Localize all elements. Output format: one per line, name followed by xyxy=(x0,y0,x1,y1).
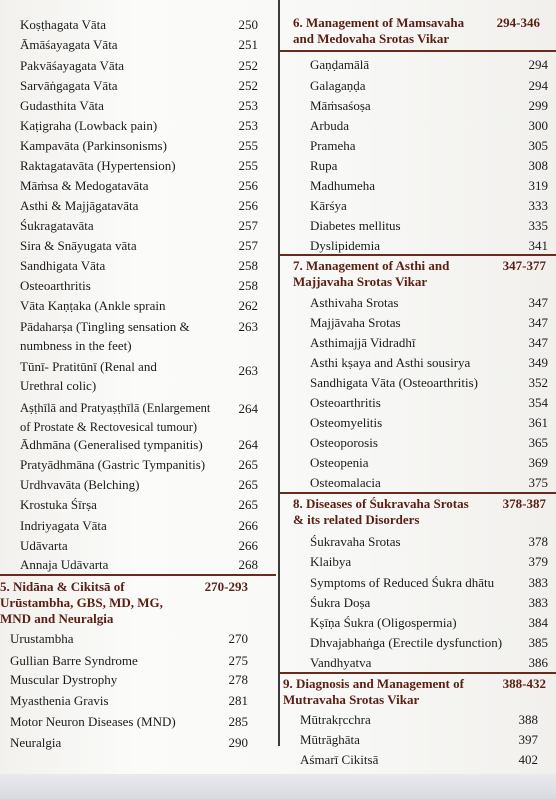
entry-title: Śukra Doṣa xyxy=(310,595,371,610)
entry-page: 258 xyxy=(238,258,258,273)
toc-entry[interactable] xyxy=(20,357,258,395)
entry-title: Asthi & Majjāgatavāta xyxy=(20,198,139,213)
entry-title: Asthivaha Srotas xyxy=(310,295,399,310)
entry-page: 256 xyxy=(238,178,258,193)
entry-page: 281 xyxy=(228,693,248,708)
entry-page: 397 xyxy=(518,732,538,747)
entry-page: 379 xyxy=(528,554,548,569)
entry-title: Koṣṭhagata Vāta xyxy=(20,17,107,32)
entry-title: Muscular Dystrophy xyxy=(10,672,118,687)
entry-page: 256 xyxy=(238,198,258,213)
entry-page: 255 xyxy=(238,158,258,173)
toc-entry[interactable] xyxy=(20,317,258,355)
entry-page: 354 xyxy=(528,395,548,410)
entry-page: 285 xyxy=(228,714,248,729)
section-title: 6. Management of Mamsavaha and Medovaha Srotas Vikar xyxy=(293,15,465,46)
entry-page: 347 xyxy=(528,335,548,350)
entry-page: 251 xyxy=(238,37,258,52)
entry-page: 270 xyxy=(228,631,248,646)
entry-title: Symptoms of Reduced Śukra dhātu xyxy=(310,575,495,590)
entry-page: 383 xyxy=(528,575,548,590)
entry-title: Vandhyatva xyxy=(310,655,372,670)
section-heading-9[interactable] xyxy=(283,676,546,710)
entry-title: Māṁsa & Medogatavāta xyxy=(20,178,149,193)
entry-title: Indriyagata Vāta xyxy=(20,518,107,533)
entry-page: 265 xyxy=(238,497,258,512)
entry-page: 386 xyxy=(528,655,548,670)
section-range: 294-346 xyxy=(496,15,540,30)
section-rule xyxy=(280,50,556,52)
bottom-margin-band xyxy=(0,774,556,799)
entry-title: Madhumeha xyxy=(310,178,375,193)
column-divider xyxy=(278,0,280,746)
section-rule xyxy=(280,254,556,256)
entry-page: 383 xyxy=(528,595,548,610)
section-heading-7[interactable] xyxy=(293,258,546,292)
section-range: 388-432 xyxy=(502,676,546,691)
section-range: 347-377 xyxy=(502,258,546,273)
entry-page: 263 xyxy=(238,319,258,334)
entry-title: Gaṇḍamālā xyxy=(310,57,370,72)
entry-title: Annaja Udāvarta xyxy=(20,557,109,572)
entry-page: 352 xyxy=(528,375,548,390)
entry-page: 333 xyxy=(528,198,548,213)
entry-title: Ādhmāna (Generalised tympanitis) xyxy=(20,437,203,452)
entry-title: Sarvāṅgagata Vāta xyxy=(20,78,118,93)
entry-page: 347 xyxy=(528,295,548,310)
entry-title: Prameha xyxy=(310,138,356,153)
section-rule xyxy=(280,672,556,674)
entry-page: 266 xyxy=(238,538,258,553)
entry-page: 402 xyxy=(518,752,538,767)
entry-page: 253 xyxy=(238,98,258,113)
entry-title: Galagaṇḍa xyxy=(310,78,366,93)
entry-page: 347 xyxy=(528,315,548,330)
entry-page: 278 xyxy=(228,672,248,687)
entry-title: Neuralgia xyxy=(10,735,62,750)
entry-title: Mūtrakṛcchra xyxy=(300,712,371,727)
section-title: 9. Diagnosis and Management of Mutravaha Srotas Vikar xyxy=(283,676,464,707)
entry-title: Raktagatavāta (Hypertension) xyxy=(20,158,176,173)
section-title: 5. Nidāna & Cikitsā of Urūstambha, GBS, MD, MG, MND and Neuralgia xyxy=(0,579,163,626)
section-heading-8[interactable] xyxy=(293,496,546,530)
entry-title: Kampavāta (Parkinsonisms) xyxy=(20,138,167,153)
entry-title: Asthi kṣaya and Asthi sousirya xyxy=(310,355,471,370)
entry-title: Śukravaha Srotas xyxy=(310,534,401,549)
entry-page: 294 xyxy=(528,57,548,72)
section-title: 7. Management of Asthi and Majjavaha Srotas Vikar xyxy=(293,258,450,289)
entry-title: Dhvajabhaṅga (Erectile dysfunction) xyxy=(310,635,503,650)
entry-page: 335 xyxy=(528,218,548,233)
entry-page: 257 xyxy=(238,238,258,253)
entry-title: Osteomalacia xyxy=(310,475,381,490)
entry-title: Osteopenia xyxy=(310,455,369,470)
entry-title: Dyslipidemia xyxy=(310,238,381,253)
entry-title: Osteoarthritis xyxy=(20,278,91,293)
entry-title: Śukragatavāta xyxy=(20,218,94,233)
entry-title: Osteoarthritis xyxy=(310,395,381,410)
entry-title: Majjāvaha Srotas xyxy=(310,315,401,330)
entry-page: 266 xyxy=(238,518,258,533)
entry-title: Tūnī- Pratitūnī (Renal and Urethral colic) xyxy=(20,359,157,393)
section-heading-6[interactable] xyxy=(293,15,540,49)
entry-title: Sandhigata Vāta (Osteoarthritis) xyxy=(310,375,478,390)
entry-title: Sira & Snāyugata vāta xyxy=(20,238,137,253)
section-range: 378-387 xyxy=(502,496,546,511)
section-rule xyxy=(280,492,556,494)
entry-title: Pādaharṣa (Tingling sensation & numbness in the feet) xyxy=(20,319,190,353)
entry-page: 388 xyxy=(518,712,538,727)
entry-page: 308 xyxy=(528,158,548,173)
entry-page: 365 xyxy=(528,435,548,450)
entry-title: Āmāśayagata Vāta xyxy=(20,37,118,52)
entry-title: Sandhigata Vāta xyxy=(20,258,106,273)
section-title: 8. Diseases of Śukravaha Srotas & its related Disorders xyxy=(293,496,469,527)
section-rule xyxy=(0,574,276,576)
toc-entry[interactable] xyxy=(20,399,258,437)
entry-title: Myasthenia Gravis xyxy=(10,693,109,708)
entry-page: 250 xyxy=(238,17,258,32)
entry-title: Diabetes mellitus xyxy=(310,218,401,233)
entry-page: 349 xyxy=(528,355,548,370)
entry-page: 257 xyxy=(238,218,258,233)
entry-page: 299 xyxy=(528,98,548,113)
section-heading-5[interactable] xyxy=(0,579,248,629)
entry-page: 361 xyxy=(528,415,548,430)
entry-title: Kārśya xyxy=(310,198,347,213)
entry-title: Arbuda xyxy=(310,118,349,133)
entry-page: 384 xyxy=(528,615,548,630)
entry-page: 300 xyxy=(528,118,548,133)
entry-title: Gullian Barre Syndrome xyxy=(10,653,138,668)
entry-page: 290 xyxy=(228,735,248,750)
entry-page: 262 xyxy=(238,298,258,313)
entry-page: 264 xyxy=(238,437,258,452)
entry-title: Klaibya xyxy=(310,554,352,569)
entry-title: Aśmarī Cikitsā xyxy=(300,752,379,767)
entry-title: Vāta Kaṇṭaka (Ankle sprain xyxy=(20,298,166,313)
entry-page: 385 xyxy=(528,635,548,650)
entry-title: Osteoporosis xyxy=(310,435,378,450)
entry-page: 265 xyxy=(238,457,258,472)
entry-title: Pratyādhmāna (Gastric Tympanitis) xyxy=(20,457,206,472)
entry-page: 341 xyxy=(528,238,548,253)
section-range: 270-293 xyxy=(204,579,248,594)
entry-page: 258 xyxy=(238,278,258,293)
entry-title: Udāvarta xyxy=(20,538,68,553)
entry-title: Kaṭigraha (Lowback pain) xyxy=(20,118,158,133)
entry-title: Osteomyelitis xyxy=(310,415,383,430)
entry-page: 268 xyxy=(238,557,258,572)
entry-page: 264 xyxy=(238,401,258,416)
entry-title: Māṁsaśoṣa xyxy=(310,98,371,113)
entry-page: 369 xyxy=(528,455,548,470)
entry-page: 263 xyxy=(238,363,258,378)
entry-title: Kṣīṇa Śukra (Oligospermia) xyxy=(310,615,457,630)
entry-title: Asthimajjā Vidradhī xyxy=(310,335,416,350)
entry-title: Rupa xyxy=(310,158,338,173)
entry-page: 275 xyxy=(228,653,248,668)
entry-title: Urustambha xyxy=(10,631,74,646)
entry-page: 378 xyxy=(528,534,548,549)
entry-page: 252 xyxy=(238,58,258,73)
entry-title: Aṣṭhīlā and Pratyaṣṭhīlā (Enlargement of Prostate & Rectovesical tumour) xyxy=(20,401,211,434)
entry-page: 255 xyxy=(238,138,258,153)
entry-title: Mūtrāghāta xyxy=(300,732,360,747)
entry-title: Pakvāśayagata Vāta xyxy=(20,58,125,73)
entry-page: 265 xyxy=(238,477,258,492)
entry-title: Gudasthita Vāta xyxy=(20,98,104,113)
entry-title: Motor Neuron Diseases (MND) xyxy=(10,714,176,729)
entry-page: 375 xyxy=(528,475,548,490)
entry-page: 253 xyxy=(238,118,258,133)
entry-page: 305 xyxy=(528,138,548,153)
entry-page: 294 xyxy=(528,78,548,93)
entry-title: Urdhvavāta (Belching) xyxy=(20,477,140,492)
entry-page: 252 xyxy=(238,78,258,93)
entry-title: Krostuka Śīrṣa xyxy=(20,497,97,512)
entry-page: 319 xyxy=(528,178,548,193)
